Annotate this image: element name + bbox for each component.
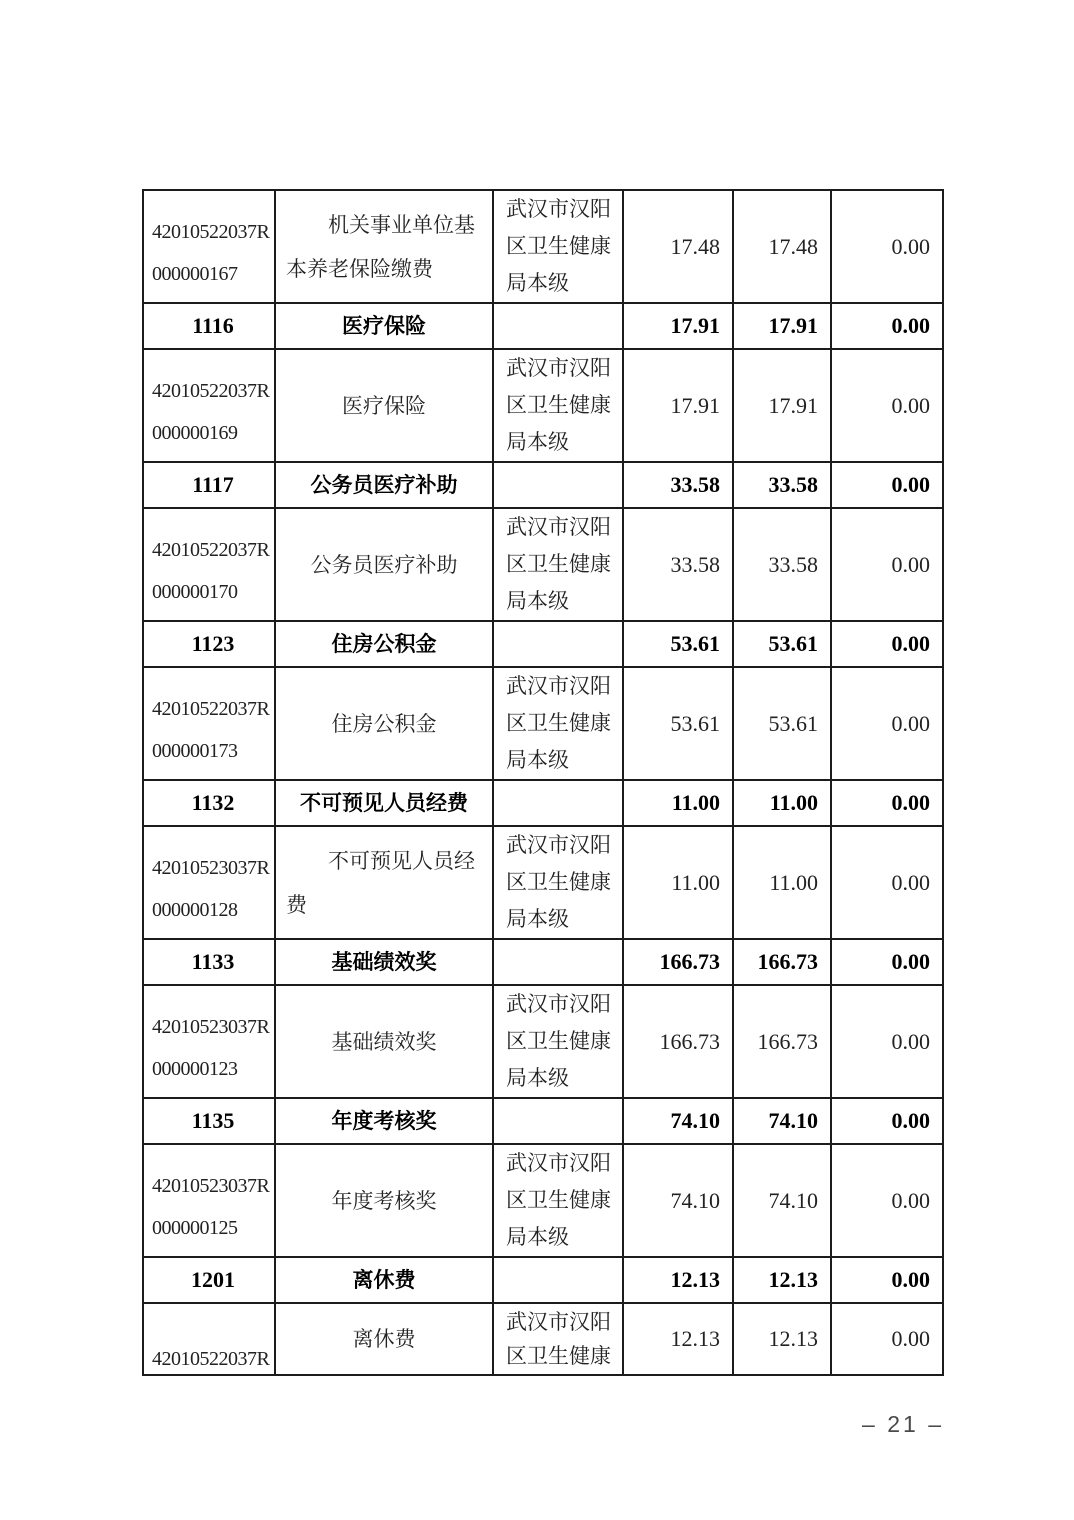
unit-cell: 武汉市汉阳 区卫生健康: [493, 1303, 623, 1375]
amount-total-cell: 74.10: [623, 1098, 733, 1144]
summary-row: [143, 303, 943, 349]
amount-other-cell: 0.00: [831, 303, 943, 349]
amount-total-cell: 166.73: [623, 939, 733, 985]
budget-code: 42010522037R 000000169: [152, 379, 270, 444]
detail-row: [143, 349, 943, 462]
item-name-cell: 不可预见人员经费: [275, 826, 493, 939]
unit-cell: [493, 780, 623, 826]
amount-fiscal-cell: 53.61: [733, 667, 831, 780]
unit-cell: [493, 303, 623, 349]
unit-cell: 武汉市汉阳 区卫生健康 局本级: [493, 349, 623, 462]
item-name-cell: 住房公积金: [275, 621, 493, 667]
code-cell: 1132: [143, 780, 275, 826]
item-name-cell: 离休费: [275, 1257, 493, 1303]
amount-other-cell: 0.00: [831, 508, 943, 621]
budget-code: 42010522037R: [152, 1348, 270, 1370]
amount-total-cell: 33.58: [623, 462, 733, 508]
item-name-cell: 基础绩效奖: [275, 939, 493, 985]
code-cell: [143, 1303, 275, 1375]
code-cell: 1135: [143, 1098, 275, 1144]
amount-fiscal-cell: 12.13: [733, 1303, 831, 1375]
summary-row: [143, 621, 943, 667]
budget-code: 42010522037R 000000173: [152, 697, 270, 762]
item-name-cell: 机关事业单位基本养老保险缴费: [275, 190, 493, 303]
detail-row: [143, 985, 943, 1098]
code-cell: 1116: [143, 303, 275, 349]
code-cell: [143, 667, 275, 780]
amount-total-cell: 74.10: [623, 1144, 733, 1257]
item-name-cell: 年度考核奖: [275, 1144, 493, 1257]
amount-total-cell: 17.91: [623, 349, 733, 462]
unit-cell: 武汉市汉阳 区卫生健康 局本级: [493, 1144, 623, 1257]
amount-total-cell: 33.58: [623, 508, 733, 621]
amount-other-cell: 0.00: [831, 826, 943, 939]
code-cell: [143, 508, 275, 621]
amount-fiscal-cell: 166.73: [733, 939, 831, 985]
amount-other-cell: 0.00: [831, 780, 943, 826]
unit-cell: 武汉市汉阳 区卫生健康 局本级: [493, 508, 623, 621]
budget-code: 42010523037R 000000123: [152, 1015, 270, 1080]
amount-fiscal-cell: 33.58: [733, 508, 831, 621]
amount-fiscal-cell: 166.73: [733, 985, 831, 1098]
amount-fiscal-cell: 33.58: [733, 462, 831, 508]
unit-cell: [493, 1257, 623, 1303]
amount-fiscal-cell: 17.91: [733, 303, 831, 349]
code-cell: 1133: [143, 939, 275, 985]
code-cell: 1117: [143, 462, 275, 508]
amount-total-cell: 53.61: [623, 667, 733, 780]
detail-row-truncated: [143, 1303, 943, 1375]
item-name-cell: 公务员医疗补助: [275, 508, 493, 621]
summary-row: [143, 1257, 943, 1303]
budget-code: 42010523037R 000000128: [152, 856, 270, 921]
item-name-cell: 离休费: [275, 1303, 493, 1375]
amount-total-cell: 11.00: [623, 826, 733, 939]
code-cell: [143, 985, 275, 1098]
unit-cell: 武汉市汉阳 区卫生健康 局本级: [493, 826, 623, 939]
amount-fiscal-cell: 12.13: [733, 1257, 831, 1303]
detail-row: [143, 190, 943, 303]
amount-other-cell: 0.00: [831, 1257, 943, 1303]
summary-row: [143, 939, 943, 985]
item-name-cell: 公务员医疗补助: [275, 462, 493, 508]
unit-cell: [493, 462, 623, 508]
amount-other-cell: 0.00: [831, 667, 943, 780]
amount-total-cell: 12.13: [623, 1303, 733, 1375]
code-cell: [143, 1144, 275, 1257]
amount-fiscal-cell: 11.00: [733, 826, 831, 939]
amount-other-cell: 0.00: [831, 985, 943, 1098]
amount-fiscal-cell: 17.48: [733, 190, 831, 303]
item-name-cell: 医疗保险: [275, 349, 493, 462]
budget-code: 42010522037R 000000167: [152, 220, 270, 285]
unit-cell: 武汉市汉阳 区卫生健康 局本级: [493, 667, 623, 780]
amount-total-cell: 11.00: [623, 780, 733, 826]
amount-other-cell: 0.00: [831, 1098, 943, 1144]
unit-cell: [493, 1098, 623, 1144]
code-cell: [143, 826, 275, 939]
amount-other-cell: 0.00: [831, 462, 943, 508]
budget-table: [142, 189, 944, 1376]
detail-row: [143, 1144, 943, 1257]
item-name-cell: 年度考核奖: [275, 1098, 493, 1144]
unit-cell: [493, 621, 623, 667]
amount-fiscal-cell: 11.00: [733, 780, 831, 826]
detail-row: [143, 826, 943, 939]
item-name-cell: 不可预见人员经费: [275, 780, 493, 826]
amount-other-cell: 0.00: [831, 349, 943, 462]
code-cell: 1123: [143, 621, 275, 667]
budget-code: 42010522037R 000000170: [152, 538, 270, 603]
unit-cell: [493, 939, 623, 985]
amount-total-cell: 166.73: [623, 985, 733, 1098]
amount-fiscal-cell: 74.10: [733, 1098, 831, 1144]
code-cell: [143, 349, 275, 462]
summary-row: [143, 780, 943, 826]
unit-cell: 武汉市汉阳 区卫生健康 局本级: [493, 190, 623, 303]
amount-fiscal-cell: 53.61: [733, 621, 831, 667]
amount-other-cell: 0.00: [831, 939, 943, 985]
amount-total-cell: 17.48: [623, 190, 733, 303]
amount-total-cell: 53.61: [623, 621, 733, 667]
page-number: – 21 –: [862, 1411, 944, 1437]
amount-fiscal-cell: 74.10: [733, 1144, 831, 1257]
item-name-cell: 住房公积金: [275, 667, 493, 780]
amount-total-cell: 17.91: [623, 303, 733, 349]
amount-other-cell: 0.00: [831, 1303, 943, 1375]
amount-other-cell: 0.00: [831, 1144, 943, 1257]
amount-other-cell: 0.00: [831, 621, 943, 667]
detail-row: [143, 667, 943, 780]
unit-cell: 武汉市汉阳 区卫生健康 局本级: [493, 985, 623, 1098]
amount-fiscal-cell: 17.91: [733, 349, 831, 462]
item-name-cell: 医疗保险: [275, 303, 493, 349]
budget-code: 42010523037R 000000125: [152, 1174, 270, 1239]
code-cell: 1201: [143, 1257, 275, 1303]
item-name-cell: 基础绩效奖: [275, 985, 493, 1098]
summary-row: [143, 1098, 943, 1144]
amount-total-cell: 12.13: [623, 1257, 733, 1303]
amount-other-cell: 0.00: [831, 190, 943, 303]
summary-row: [143, 462, 943, 508]
detail-row: [143, 508, 943, 621]
code-cell: [143, 190, 275, 303]
